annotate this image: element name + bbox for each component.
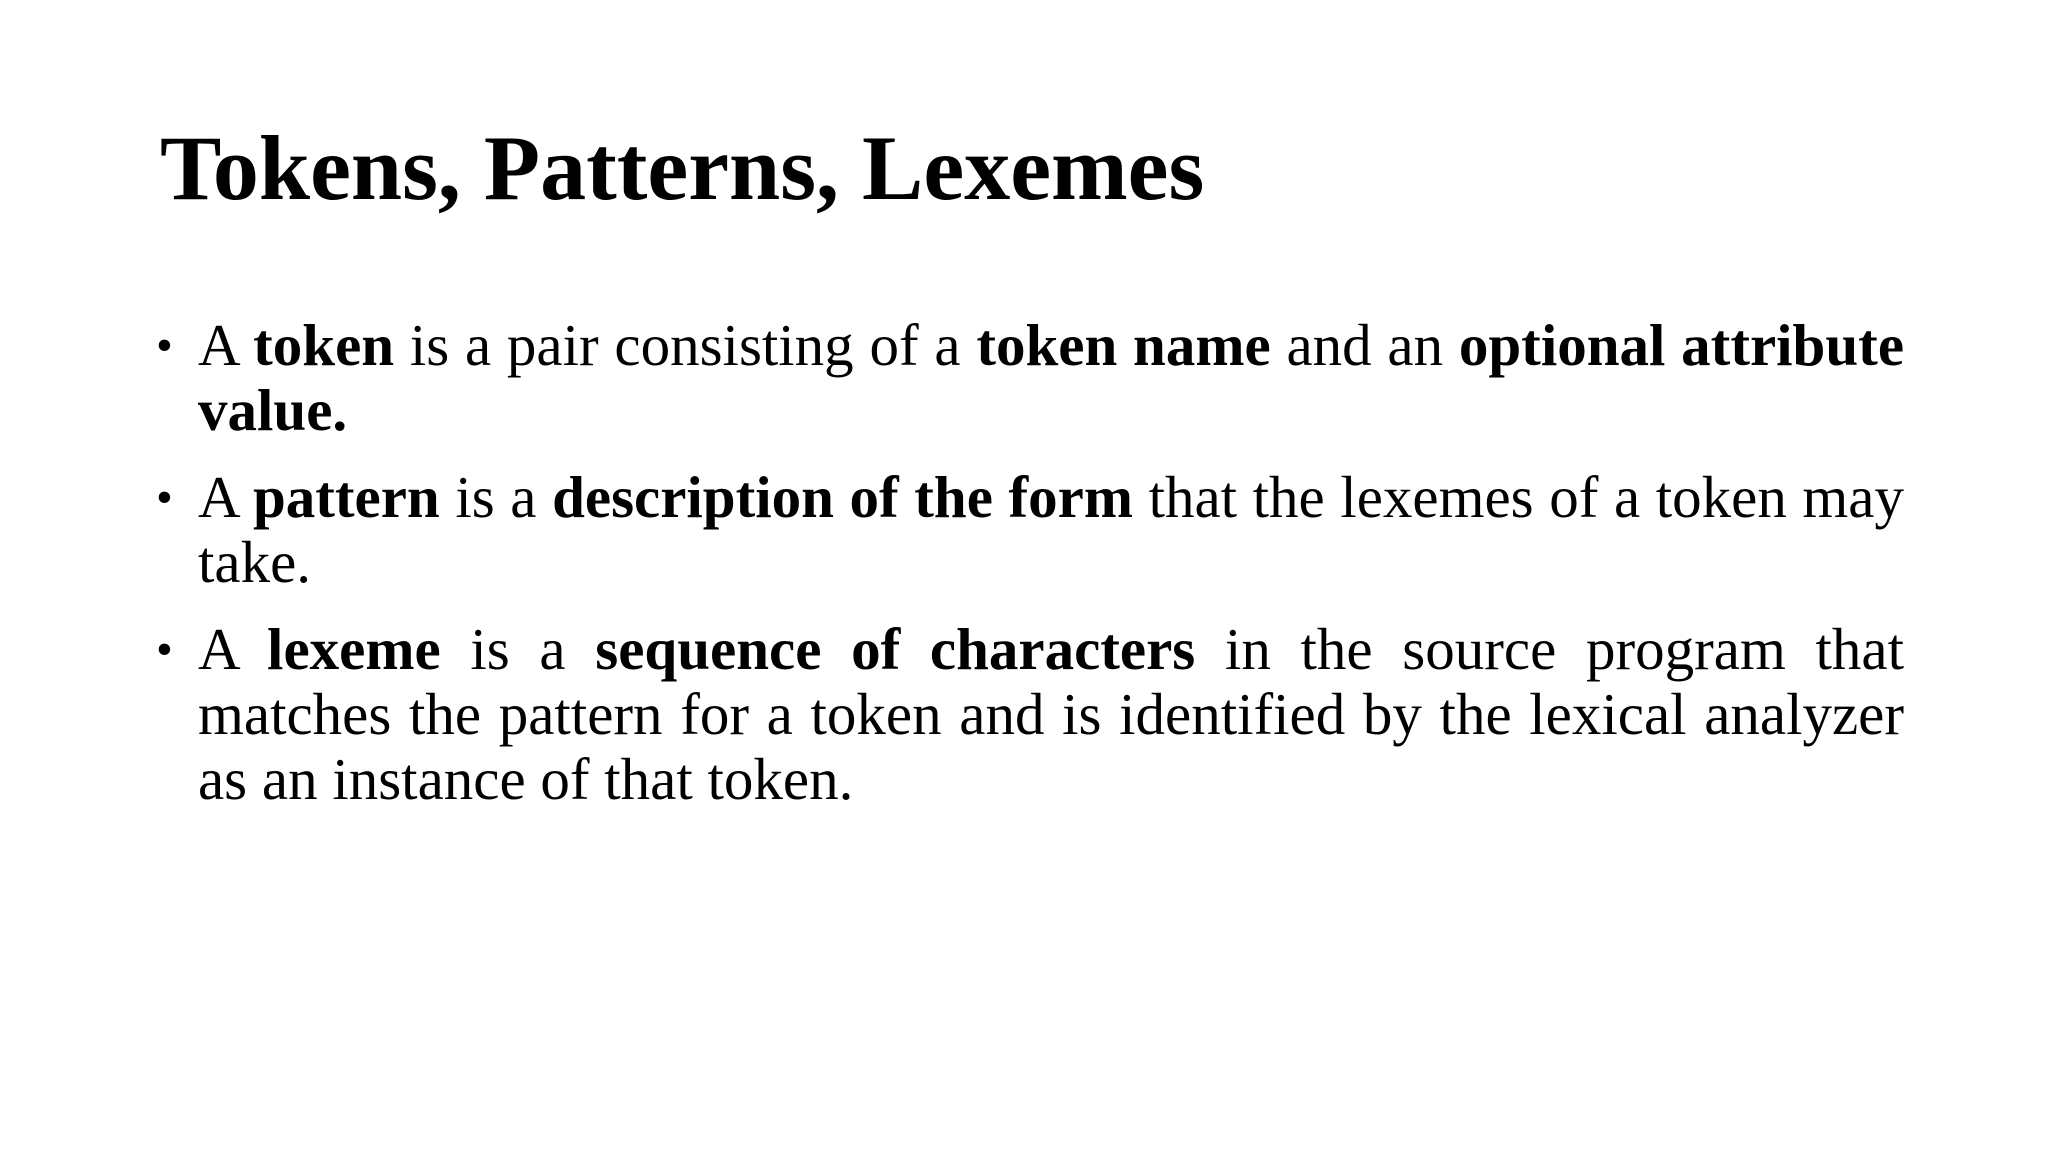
bullet-text-segment: is a xyxy=(439,464,553,530)
bullet-text-segment: A xyxy=(198,616,268,682)
bullet-text-segment: is a pair consisting of a xyxy=(394,312,977,378)
bullet-text-segment: in the source program that matches the pattern for a token and is identified by the lexical analyzer as an instance of that token. xyxy=(198,616,1904,812)
bullet-bold-term: sequence of characters xyxy=(595,616,1196,682)
bullet-text-segment: A xyxy=(198,312,254,378)
bullet-icon: • xyxy=(156,623,173,676)
bullet-bold-term: token xyxy=(253,312,395,378)
slide-title: Tokens, Patterns, Lexemes xyxy=(160,117,1205,219)
bullet-text-segment: that the lexemes of a token may take. xyxy=(198,464,1904,595)
bullet-item-token xyxy=(156,313,1904,443)
bullet-text-segment: is a xyxy=(440,616,596,682)
bullet-bold-term: description of the form xyxy=(552,464,1134,530)
bullet-icon: • xyxy=(156,319,173,372)
bullet-bold-term: token name xyxy=(976,312,1271,378)
bullet-bold-term: pattern xyxy=(252,464,440,530)
bullet-text-segment: A xyxy=(198,464,253,530)
bullet-bold-term: lexeme xyxy=(267,616,441,682)
bullet-bold-term: optional attribute value. xyxy=(198,312,1905,443)
bullet-list xyxy=(156,313,1904,834)
bullet-text-segment: and an xyxy=(1270,312,1459,378)
bullet-item-lexeme xyxy=(156,617,1904,812)
bullet-item-pattern xyxy=(156,465,1904,595)
bullet-icon: • xyxy=(156,471,173,524)
